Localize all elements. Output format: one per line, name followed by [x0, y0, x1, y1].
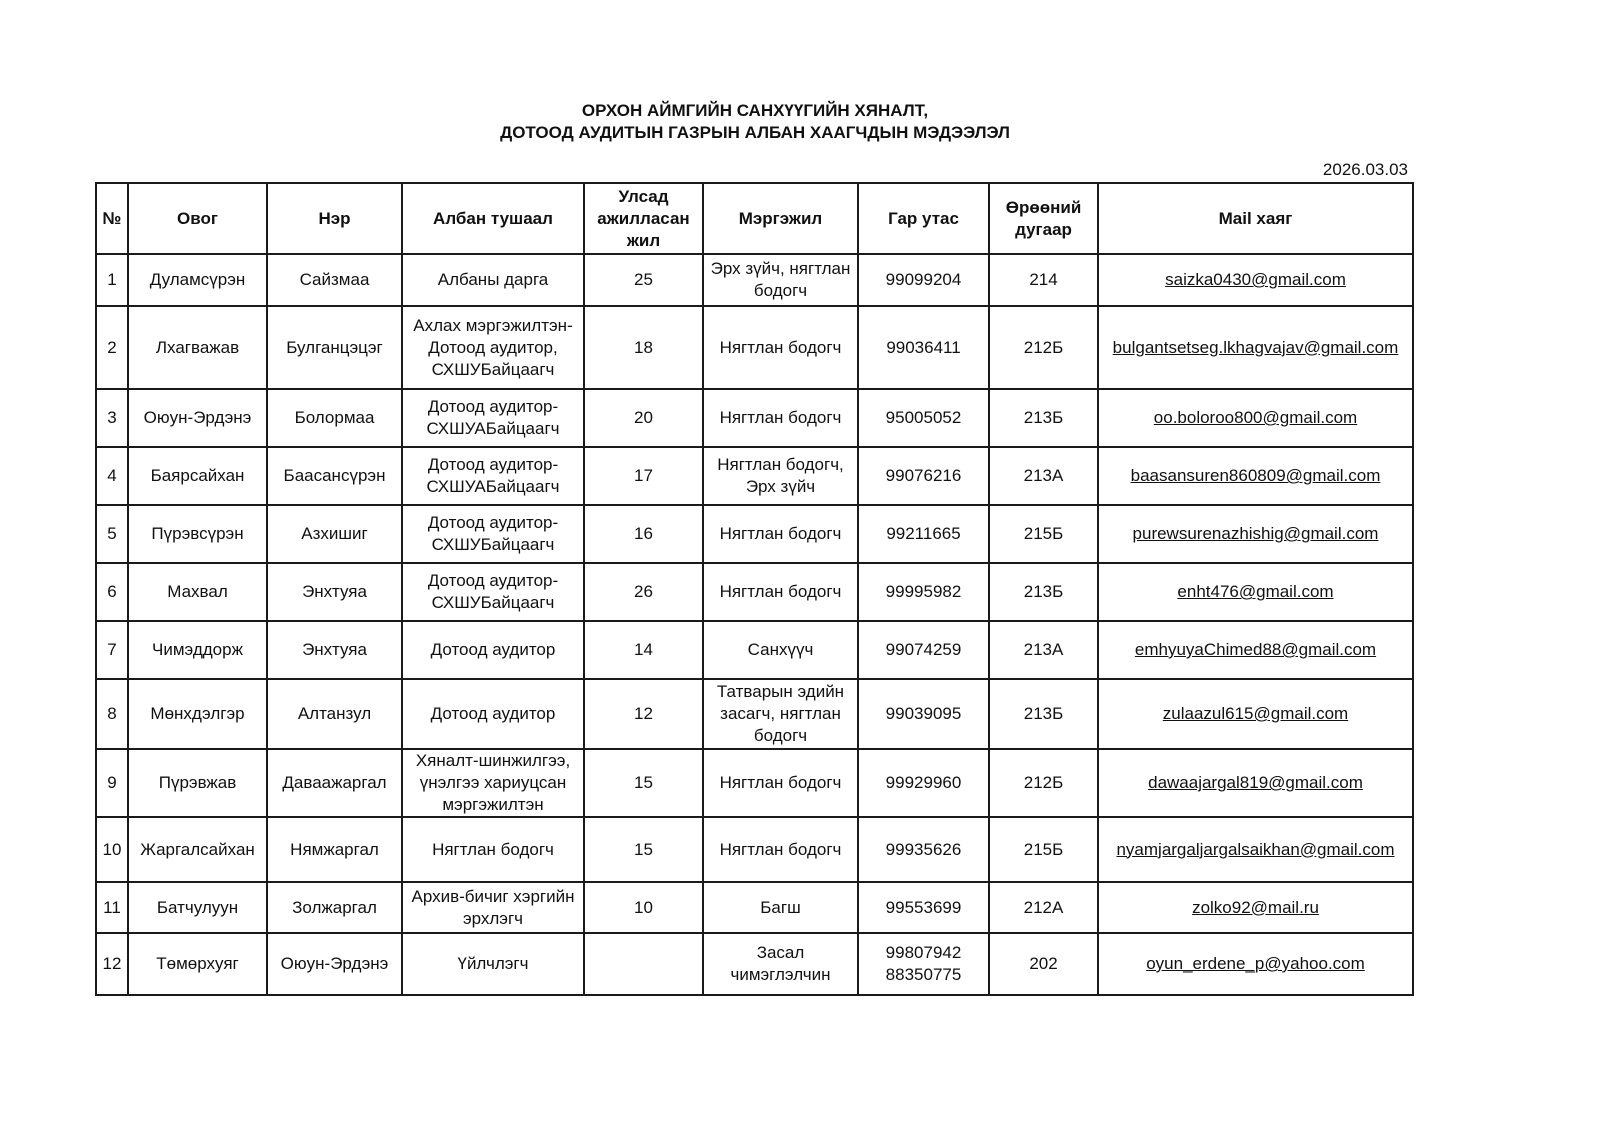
table-row [96, 306, 1413, 389]
cell-surname: Пүрэвсүрэн [128, 505, 267, 563]
staff-table [95, 182, 1414, 996]
cell-phone: 99074259 [858, 621, 989, 679]
cell-surname: Төмөрхуяг [128, 933, 267, 995]
header-room: Өрөөний дугаар [989, 183, 1098, 254]
cell-email [1098, 749, 1413, 817]
cell-profession: Нягтлан бодогч [703, 389, 858, 447]
cell-profession: Татварын эдийн засагч, нягтлан бодогч [703, 679, 858, 749]
table-row [96, 817, 1413, 882]
table-row [96, 749, 1413, 817]
cell-profession: Нягтлан бодогч [703, 505, 858, 563]
header-years: Улсад ажилласан жил [584, 183, 703, 254]
cell-number: 1 [96, 254, 128, 306]
cell-years: 25 [584, 254, 703, 306]
table-row [96, 254, 1413, 306]
cell-profession: Эрх зүйч, нягтлан бодогч [703, 254, 858, 306]
cell-surname: Оюун-Эрдэнэ [128, 389, 267, 447]
cell-profession: Нягтлан бодогч, Эрх зүйч [703, 447, 858, 505]
cell-room: 202 [989, 933, 1098, 995]
cell-surname: Чимэддорж [128, 621, 267, 679]
email-link[interactable]: baasansuren860809@gmail.com [1130, 466, 1381, 485]
cell-name: Булганцэцэг [267, 306, 402, 389]
cell-profession: Санхүүч [703, 621, 858, 679]
cell-name: Нямжаргал [267, 817, 402, 882]
cell-profession: Багш [703, 882, 858, 933]
cell-email [1098, 817, 1413, 882]
cell-room: 213А [989, 621, 1098, 679]
email-link[interactable]: emhyuyaChimed88@gmail.com [1134, 640, 1377, 659]
title-line-2: ДОТООД АУДИТЫН ГАЗРЫН АЛБАН ХААГЧДЫН МЭДЭЭЛЭЛ [500, 123, 1010, 142]
cell-email [1098, 306, 1413, 389]
cell-position: Архив-бичиг хэргийн эрхлэгч [402, 882, 584, 933]
email-link[interactable]: oo.boloroo800@gmail.com [1153, 408, 1358, 427]
cell-years: 26 [584, 563, 703, 621]
cell-room: 215Б [989, 505, 1098, 563]
cell-number: 4 [96, 447, 128, 505]
cell-number: 8 [96, 679, 128, 749]
cell-email [1098, 447, 1413, 505]
cell-email [1098, 563, 1413, 621]
table-row [96, 882, 1413, 933]
cell-position: Дотоод аудитор- СХШУАБайцаагч [402, 447, 584, 505]
cell-number: 6 [96, 563, 128, 621]
cell-surname: Пүрэвжав [128, 749, 267, 817]
email-link[interactable]: nyamjargaljargalsaikhan@gmail.com [1116, 839, 1395, 859]
cell-room: 214 [989, 254, 1098, 306]
cell-email [1098, 621, 1413, 679]
header-name: Нэр [267, 183, 402, 254]
cell-profession: Нягтлан бодогч [703, 306, 858, 389]
cell-phone: 99099204 [858, 254, 989, 306]
cell-position: Нягтлан бодогч [402, 817, 584, 882]
cell-name: Сайзмаа [267, 254, 402, 306]
title-line-1: ОРХОН АЙМГИЙН САНХҮҮГИЙН ХЯНАЛТ, [581, 101, 929, 120]
header-profession: Мэргэжил [703, 183, 858, 254]
cell-phone: 99039095 [858, 679, 989, 749]
cell-email [1098, 933, 1413, 995]
cell-name: Энхтуяа [267, 563, 402, 621]
email-link[interactable]: zolko92@mail.ru [1192, 897, 1319, 917]
email-link[interactable]: enht476@gmail.com [1177, 582, 1334, 601]
cell-name: Оюун-Эрдэнэ [267, 933, 402, 995]
cell-number: 11 [96, 882, 128, 933]
cell-profession: Засал чимэглэлчин [703, 933, 858, 995]
cell-position: Албаны дарга [402, 254, 584, 306]
cell-surname: Дуламсүрэн [128, 254, 267, 306]
cell-room: 212Б [989, 306, 1098, 389]
cell-position: Ахлах мэргэжилтэн- Дотоод аудитор, СХШУБайцаагч [402, 306, 584, 389]
cell-phone: 99807942 88350775 [858, 933, 989, 995]
cell-profession: Нягтлан бодогч [703, 817, 858, 882]
cell-years: 10 [584, 882, 703, 933]
cell-room: 215Б [989, 817, 1098, 882]
email-link[interactable]: purewsurenazhishig@gmail.com [1132, 524, 1379, 543]
cell-surname: Лхагважав [128, 306, 267, 389]
cell-position: Хяналт-шинжилгээ, үнэлгээ хариуцсан мэргэжилтэн [402, 749, 584, 817]
cell-phone: 99076216 [858, 447, 989, 505]
cell-number: 3 [96, 389, 128, 447]
cell-number: 9 [96, 749, 128, 817]
cell-phone: 99995982 [858, 563, 989, 621]
cell-name: Энхтуяа [267, 621, 402, 679]
email-link[interactable]: saizka0430@gmail.com [1165, 270, 1346, 289]
table-row [96, 933, 1413, 995]
header-surname: Овог [128, 183, 267, 254]
cell-email [1098, 679, 1413, 749]
cell-name: Золжаргал [267, 882, 402, 933]
cell-position: Дотоод аудитор- СХШУБайцаагч [402, 505, 584, 563]
cell-surname: Батчулуун [128, 882, 267, 933]
cell-years: 12 [584, 679, 703, 749]
cell-number: 12 [96, 933, 128, 995]
cell-name: Баасансүрэн [267, 447, 402, 505]
cell-years: 20 [584, 389, 703, 447]
cell-email [1098, 882, 1413, 933]
cell-phone: 95005052 [858, 389, 989, 447]
table-row [96, 447, 1413, 505]
cell-phone: 99211665 [858, 505, 989, 563]
cell-room: 213А [989, 447, 1098, 505]
email-link[interactable]: zulaazul615@gmail.com [1162, 704, 1349, 723]
cell-name: Азхишиг [267, 505, 402, 563]
email-link[interactable]: oyun_erdene_p@yahoo.com [1146, 954, 1365, 973]
cell-years: 14 [584, 621, 703, 679]
cell-room: 213Б [989, 389, 1098, 447]
cell-name: Алтанзул [267, 679, 402, 749]
table-row [96, 621, 1413, 679]
table-row [96, 679, 1413, 749]
cell-position: Дотоод аудитор [402, 679, 584, 749]
cell-years: 15 [584, 817, 703, 882]
cell-phone: 99929960 [858, 749, 989, 817]
header-number: № [96, 183, 128, 254]
cell-years: 16 [584, 505, 703, 563]
header-email: Mail хаяг [1098, 183, 1413, 254]
table-row [96, 563, 1413, 621]
cell-years [584, 933, 703, 995]
cell-position: Дотоод аудитор- СХШУАБайцаагч [402, 389, 584, 447]
cell-position: Дотоод аудитор [402, 621, 584, 679]
cell-name: Болормаа [267, 389, 402, 447]
cell-room: 212А [989, 882, 1098, 933]
email-link[interactable]: dawaajargal819@gmail.com [1148, 773, 1363, 792]
cell-position: Дотоод аудитор- СХШУБайцаагч [402, 563, 584, 621]
cell-surname: Баярсайхан [128, 447, 267, 505]
cell-surname: Махвал [128, 563, 267, 621]
cell-email [1098, 254, 1413, 306]
cell-phone: 99553699 [858, 882, 989, 933]
table-header-row [96, 183, 1413, 254]
cell-name: Даваажаргал [267, 749, 402, 817]
cell-room: 213Б [989, 679, 1098, 749]
cell-number: 7 [96, 621, 128, 679]
cell-room: 212Б [989, 749, 1098, 817]
cell-profession: Нягтлан бодогч [703, 563, 858, 621]
cell-phone: 99036411 [858, 306, 989, 389]
header-phone: Гар утас [858, 183, 989, 254]
table-row [96, 505, 1413, 563]
cell-years: 15 [584, 749, 703, 817]
cell-email [1098, 505, 1413, 563]
email-link[interactable]: bulgantsetseg.lkhagvajav@gmail.com [1112, 337, 1399, 357]
cell-position: Үйлчлэгч [402, 933, 584, 995]
cell-number: 10 [96, 817, 128, 882]
cell-years: 17 [584, 447, 703, 505]
document-date: 2026.03.03 [1322, 160, 1408, 179]
table-row [96, 389, 1413, 447]
document-title [0, 100, 1510, 144]
cell-number: 2 [96, 306, 128, 389]
cell-phone: 99935626 [858, 817, 989, 882]
cell-room: 213Б [989, 563, 1098, 621]
cell-number: 5 [96, 505, 128, 563]
cell-years: 18 [584, 306, 703, 389]
cell-surname: Жаргалсайхан [128, 817, 267, 882]
cell-surname: Мөнхдэлгэр [128, 679, 267, 749]
header-position: Албан тушаал [402, 183, 584, 254]
cell-profession: Нягтлан бодогч [703, 749, 858, 817]
cell-email [1098, 389, 1413, 447]
